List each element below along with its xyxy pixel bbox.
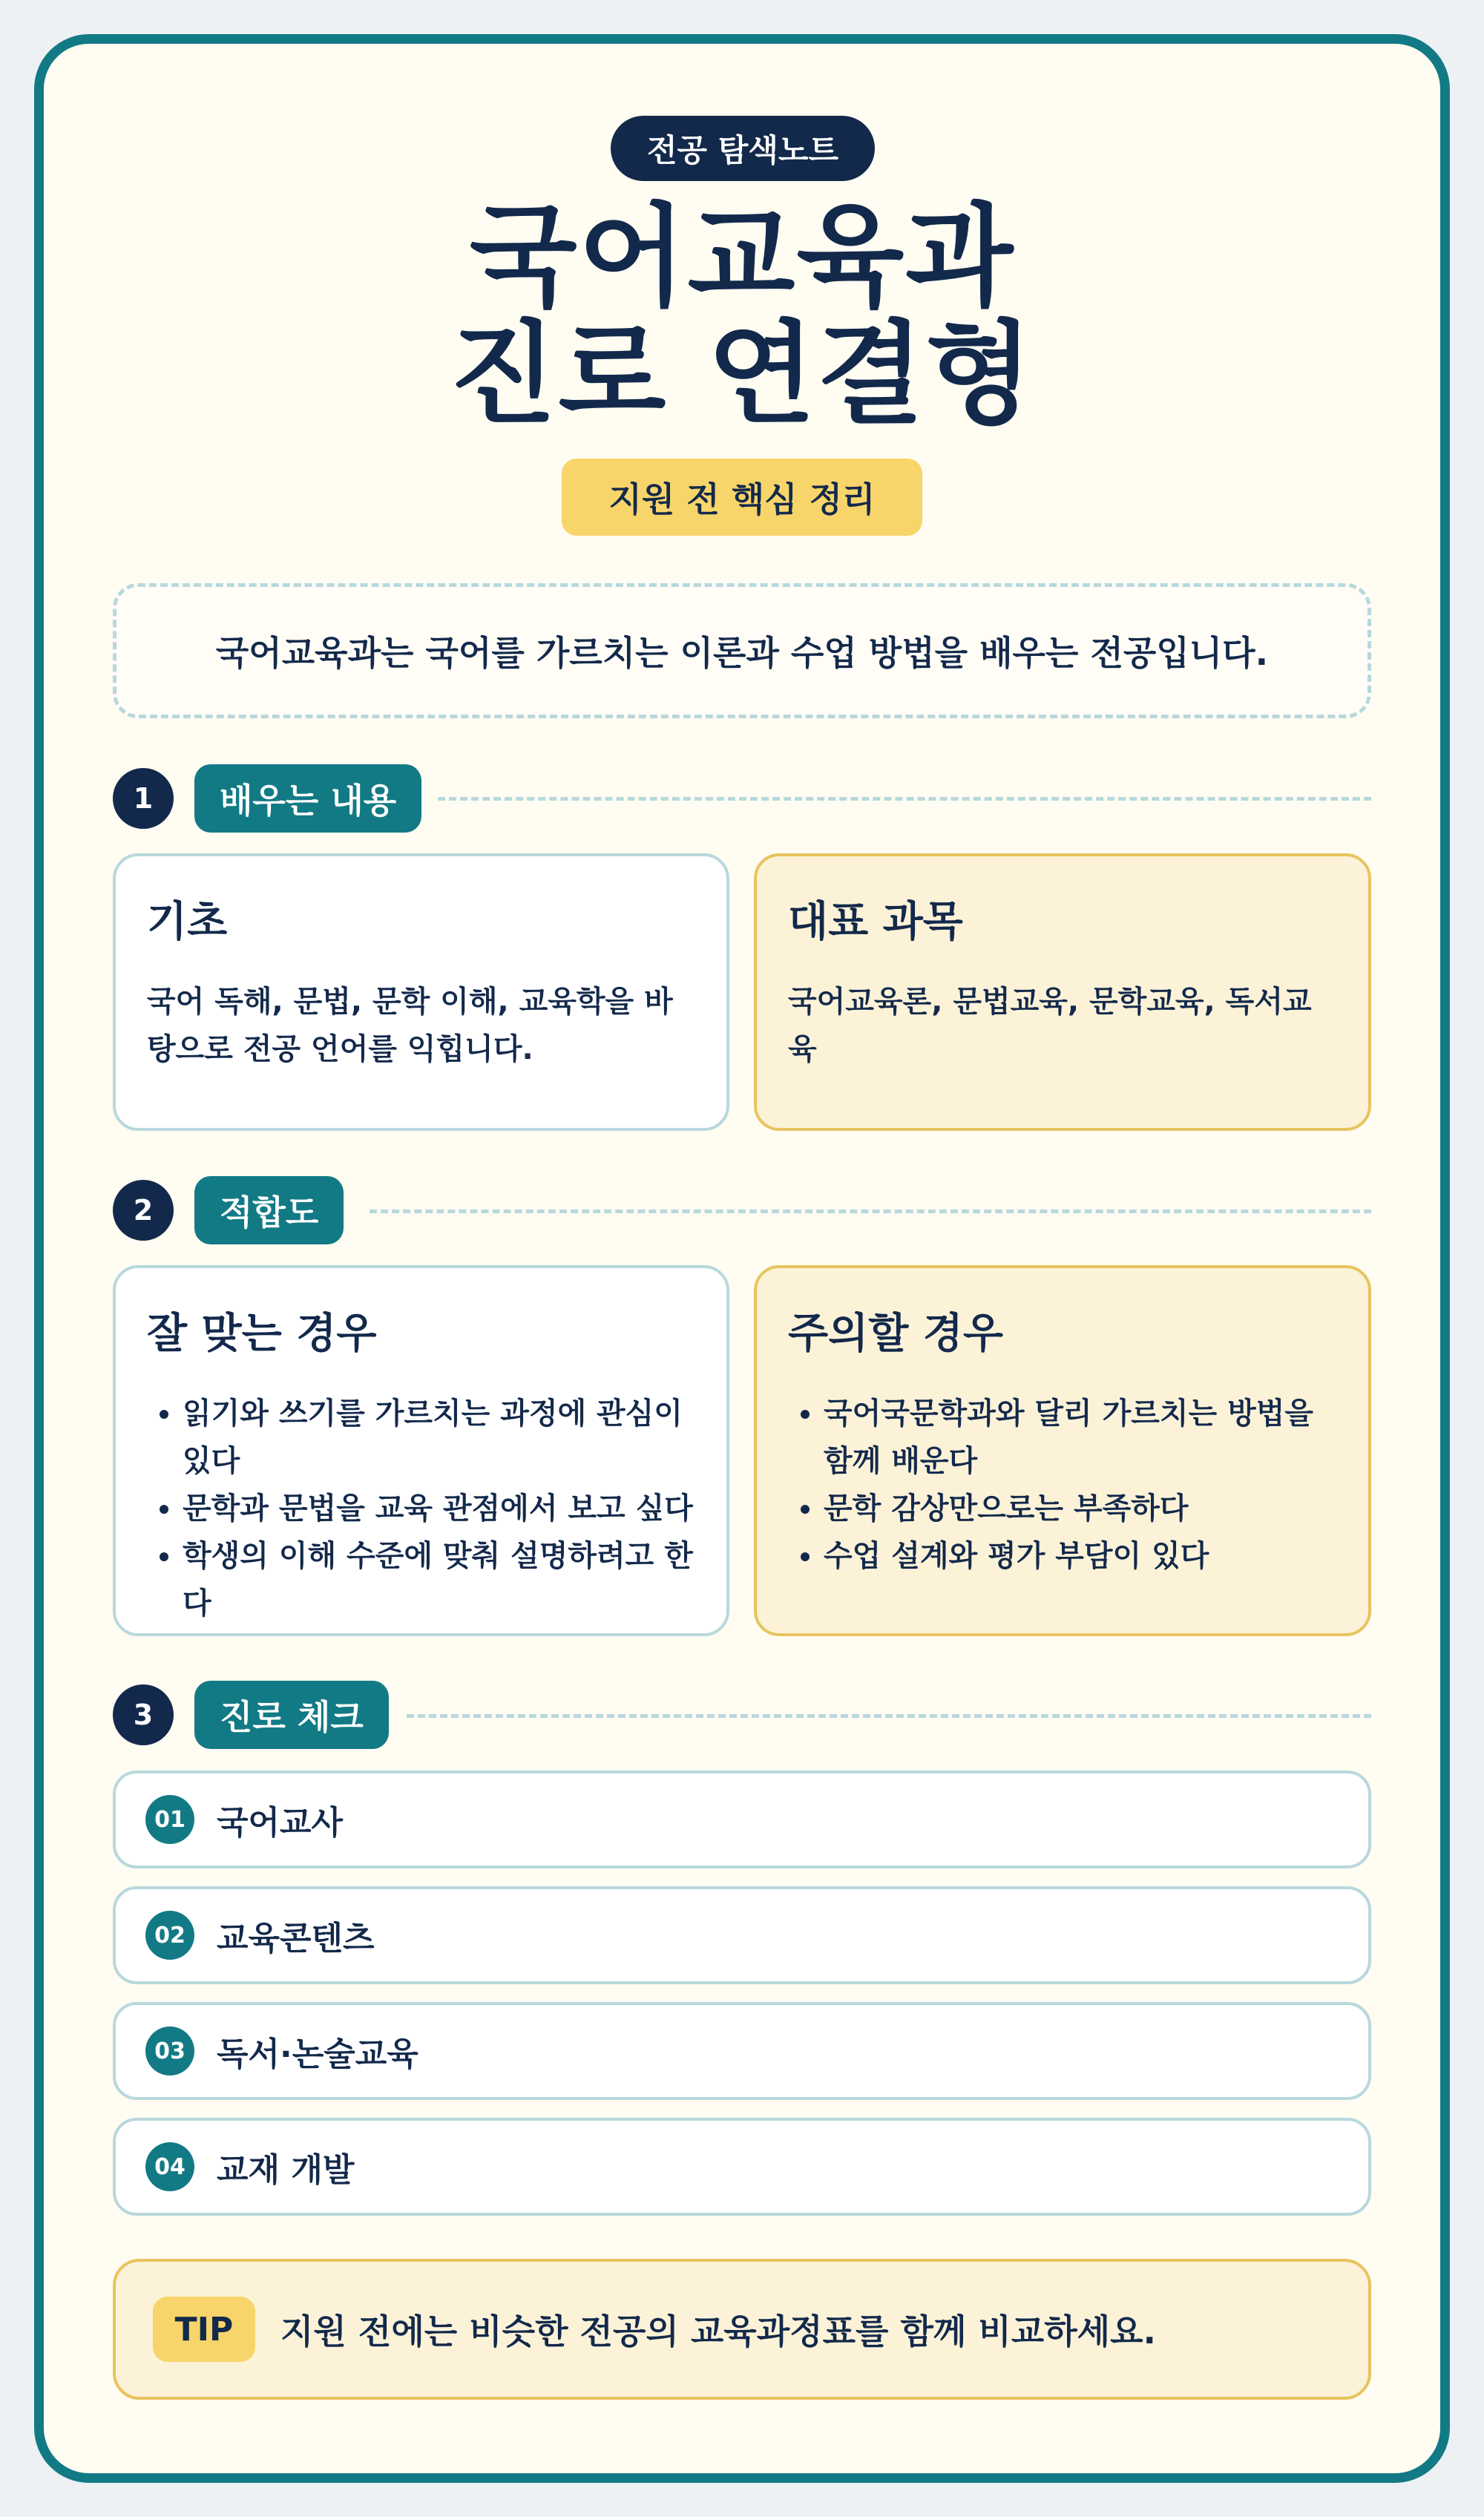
- career-item-content: [113, 1886, 1371, 1984]
- intro-box: [113, 583, 1371, 718]
- tip-text: 지원 전에는 비슷한 전공의 교육과정표를 함께 비교하세요.: [280, 2311, 1157, 2352]
- caution-box: [754, 1265, 1371, 1636]
- section-2-label: 적합도: [194, 1176, 344, 1244]
- career-number: 02: [145, 1911, 194, 1960]
- section-3-number: 3: [113, 1684, 174, 1745]
- good-fit-list: [147, 1390, 695, 1627]
- good-fit-title: 잘 맞는 경우: [147, 1310, 377, 1358]
- career-label: 교재 개발: [217, 2151, 355, 2189]
- section-3-label: 진로 체크: [194, 1681, 389, 1749]
- career-item-teacher: [113, 1771, 1371, 1868]
- section-2-number: 2: [113, 1180, 174, 1241]
- good-fit-box: [113, 1265, 729, 1636]
- career-number: 01: [145, 1795, 194, 1844]
- career-number: 03: [145, 2027, 194, 2075]
- career-item-textbook: [113, 2118, 1371, 2216]
- title-line-1: 국어교육과: [469, 193, 1015, 322]
- list-item: • 읽기와 쓰기를 가르치는 과정에 관심이 있다: [183, 1390, 695, 1485]
- career-label: 독서·논술교육: [217, 2035, 418, 2073]
- section-1-number: 1: [113, 768, 174, 829]
- courses-box: [754, 853, 1371, 1131]
- list-item: • 학생의 이해 수준에 맞춰 설명하려고 한다: [183, 1532, 695, 1627]
- section-1-label: 배우는 내용: [194, 764, 421, 833]
- career-number: 04: [145, 2142, 194, 2191]
- basics-box: [113, 853, 729, 1131]
- tip-badge: TIP: [153, 2297, 255, 2362]
- career-label: 국어교사: [217, 1804, 344, 1842]
- page-title: [0, 193, 1484, 439]
- basics-title: 기초: [147, 898, 228, 946]
- section-1-divider: [438, 797, 1371, 801]
- subtitle-badge: 지원 전 핵심 정리: [562, 459, 922, 536]
- career-label: 교육콘텐츠: [217, 1920, 375, 1958]
- list-item: • 수업 설계와 평가 부담이 있다: [824, 1532, 1337, 1580]
- section-2-divider: [370, 1210, 1371, 1213]
- career-item-essay: [113, 2002, 1371, 2100]
- courses-text: 국어교육론, 문법교육, 문학교육, 독서교육: [788, 985, 1312, 1066]
- caution-title: 주의할 경우: [788, 1310, 1003, 1358]
- caution-list: [788, 1390, 1337, 1580]
- basics-text: 국어 독해, 문법, 문학 이해, 교육학을 바탕으로 전공 언어를 익힙니다.: [147, 985, 673, 1066]
- tip-box: [113, 2259, 1371, 2400]
- intro-text: 국어교육과는 국어를 가르치는 이론과 수업 방법을 배우는 전공입니다.: [215, 633, 1269, 673]
- list-item: • 문학 감상만으로는 부족하다: [824, 1485, 1337, 1532]
- header-tag: 전공 탐색노트: [611, 116, 875, 181]
- list-item: • 문학과 문법을 교육 관점에서 보고 싶다: [183, 1485, 695, 1532]
- courses-title: 대표 과목: [788, 898, 963, 946]
- section-3-divider: [407, 1714, 1371, 1718]
- list-item: • 국어국문학과와 달리 가르치는 방법을 함께 배운다: [824, 1390, 1337, 1485]
- title-line-2: 진로 연결형: [449, 310, 1035, 439]
